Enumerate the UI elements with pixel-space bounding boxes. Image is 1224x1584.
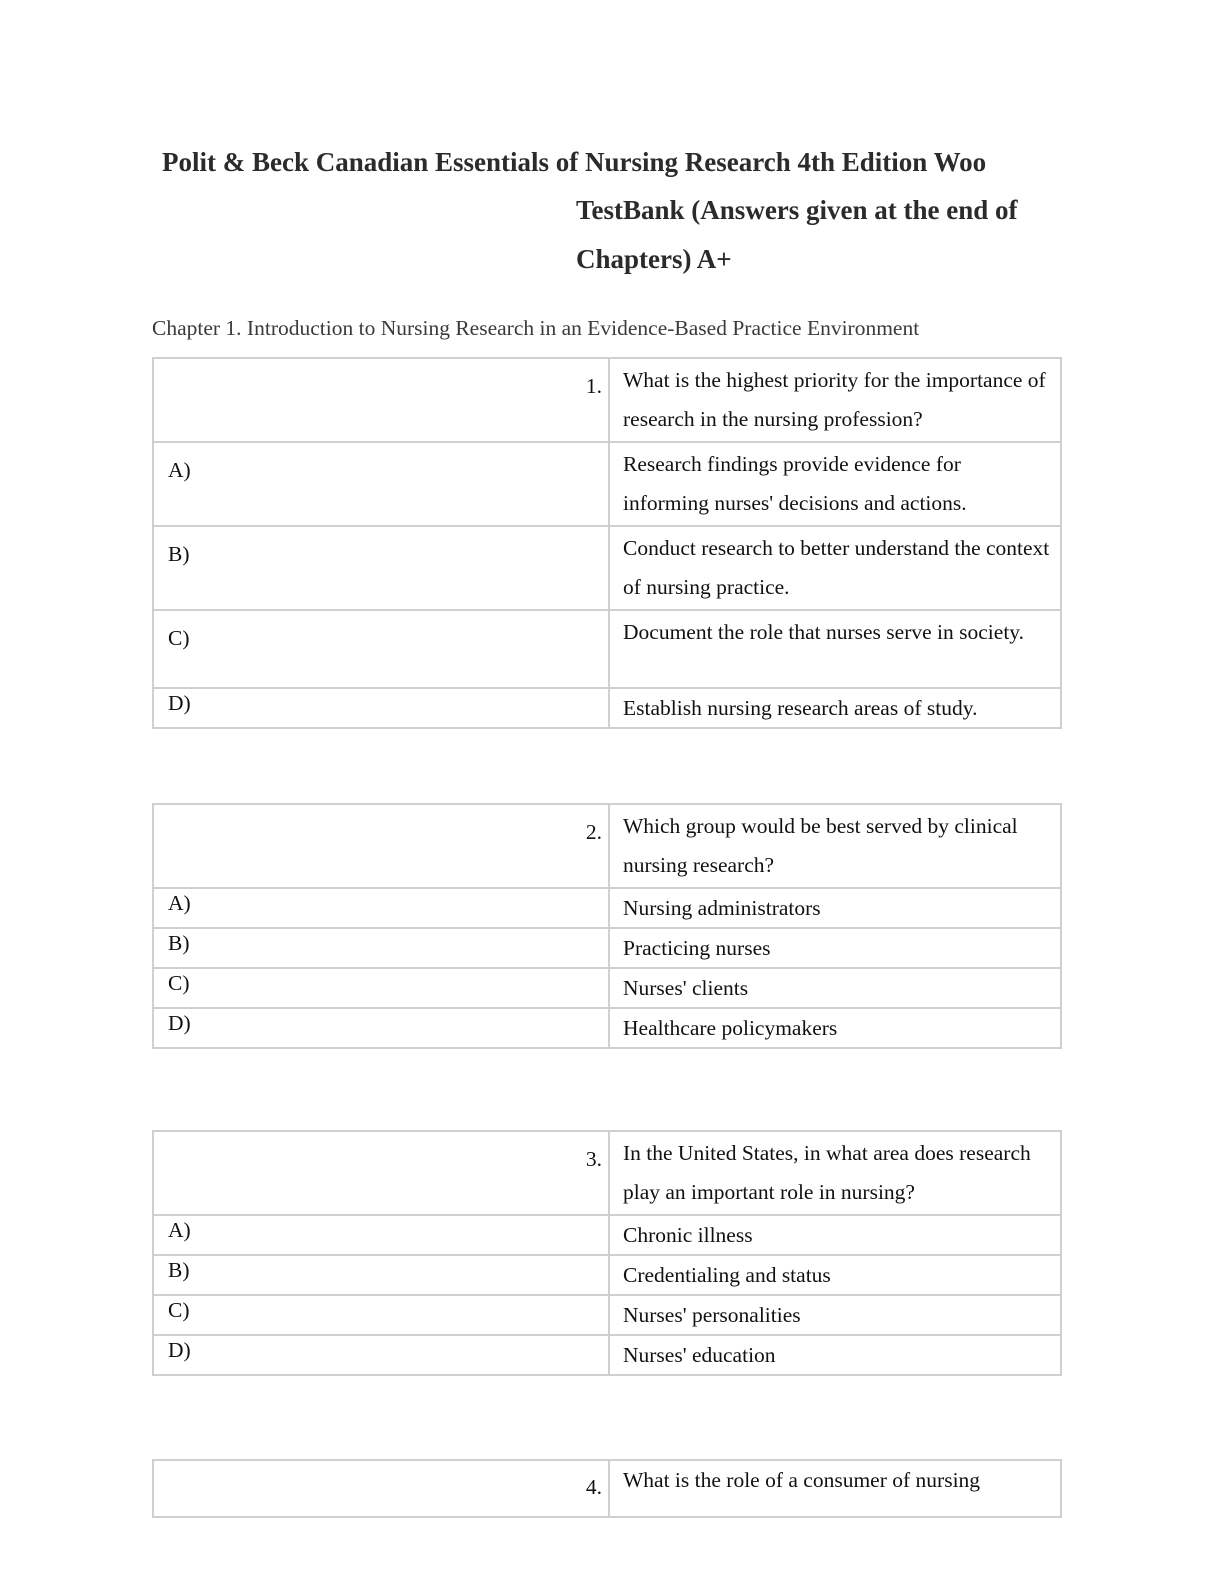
- option-text: Practicing nurses: [609, 928, 1061, 968]
- chapter-heading: Chapter 1. Introduction to Nursing Research in an Evidence-Based Practice Environment: [152, 316, 920, 340]
- option-letter: A): [168, 458, 191, 482]
- option-row: [153, 688, 1061, 728]
- option-row: [153, 442, 1061, 526]
- option-letter: B): [168, 1258, 190, 1282]
- question-table-3: [152, 1130, 1062, 1376]
- option-row: [153, 1335, 1061, 1375]
- option-letter: D): [168, 1338, 191, 1362]
- option-row: [153, 928, 1061, 968]
- option-text: Credentialing and status: [609, 1255, 1061, 1295]
- option-text: Nurses' personalities: [609, 1295, 1061, 1335]
- question-row: [153, 1460, 1061, 1517]
- option-letter: C): [168, 1298, 190, 1322]
- question-text: In the United States, in what area does research play an important role in nursing?: [609, 1131, 1061, 1215]
- option-text: Nurses' clients: [609, 968, 1061, 1008]
- option-letter-cell: [153, 928, 609, 968]
- question-row: [153, 804, 1061, 888]
- question-text: What is the highest priority for the importance of research in the nursing profession?: [609, 358, 1061, 442]
- question-number-cell: [153, 804, 609, 888]
- option-row: [153, 526, 1061, 610]
- question-table-1: [152, 357, 1062, 729]
- option-letter-cell: [153, 1335, 609, 1375]
- option-letter-cell: [153, 526, 609, 610]
- option-text: Establish nursing research areas of study.: [609, 688, 1061, 728]
- option-letter: B): [168, 542, 190, 566]
- option-letter-cell: [153, 1295, 609, 1335]
- option-row: [153, 610, 1061, 688]
- question-number-cell: [153, 1460, 609, 1517]
- document-title-line-1: Polit & Beck Canadian Essentials of Nursing Research 4th Edition Woo: [162, 147, 987, 177]
- option-text: Conduct research to better understand the context of nursing practice.: [609, 526, 1061, 610]
- question-table-2: [152, 803, 1062, 1049]
- option-text: Healthcare policymakers: [609, 1008, 1061, 1048]
- question-row: [153, 1131, 1061, 1215]
- option-text: Nurses' education: [609, 1335, 1061, 1375]
- option-letter-cell: [153, 968, 609, 1008]
- option-row: [153, 1295, 1061, 1335]
- option-letter: A): [168, 891, 191, 915]
- option-letter: D): [168, 1011, 191, 1035]
- option-letter: C): [168, 626, 190, 650]
- option-text: Chronic illness: [609, 1215, 1061, 1255]
- question-number: 1.: [585, 374, 602, 398]
- question-table-4: [152, 1459, 1062, 1518]
- option-text: Nursing administrators: [609, 888, 1061, 928]
- question-text: What is the role of a consumer of nursing: [609, 1460, 1061, 1517]
- option-letter: B): [168, 931, 190, 955]
- option-letter-cell: [153, 1008, 609, 1048]
- option-row: [153, 1008, 1061, 1048]
- question-number-cell: [153, 358, 609, 442]
- option-row: [153, 1255, 1061, 1295]
- question-number-cell: [153, 1131, 609, 1215]
- question-number: 4.: [585, 1475, 602, 1499]
- option-letter-cell: [153, 888, 609, 928]
- option-letter-cell: [153, 610, 609, 688]
- question-text: Which group would be best served by clinical nursing research?: [609, 804, 1061, 888]
- question-number: 3.: [585, 1147, 602, 1171]
- option-letter: C): [168, 971, 190, 995]
- option-letter-cell: [153, 1255, 609, 1295]
- option-letter-cell: [153, 688, 609, 728]
- option-text: Document the role that nurses serve in society.: [609, 610, 1061, 688]
- option-row: [153, 968, 1061, 1008]
- option-row: [153, 1215, 1061, 1255]
- question-row: [153, 358, 1061, 442]
- document-title-line-3: Chapters) A+: [576, 244, 732, 274]
- option-letter-cell: [153, 1215, 609, 1255]
- question-number: 2.: [585, 820, 602, 844]
- option-letter: D): [168, 691, 191, 715]
- option-letter: A): [168, 1218, 191, 1242]
- document-title-line-2: TestBank (Answers given at the end of: [576, 195, 1018, 225]
- option-row: [153, 888, 1061, 928]
- option-text: Research findings provide evidence for informing nurses' decisions and actions.: [609, 442, 1061, 526]
- option-letter-cell: [153, 442, 609, 526]
